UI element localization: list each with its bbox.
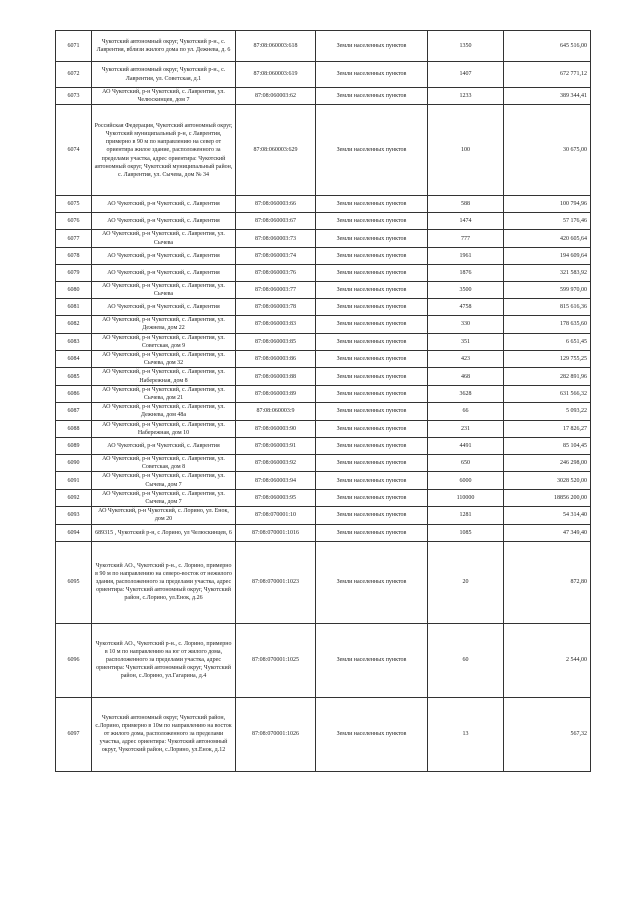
cadastral-value-cell: 18856 200,00 [504,489,591,506]
cadastral-number-cell: 87:08:060003:629 [236,105,316,196]
land-category-cell: Земли населенных пунктов [316,299,428,316]
address-cell: Чукотский автономный округ, Чукотский р-н., с. Лаврентия, ул. Советская, д.1 [92,62,236,88]
table-body [56,31,591,772]
table-row [56,264,591,281]
cadastral-number-cell: 87:08:060003:92 [236,455,316,472]
address-cell: АО Чукотский, р-н Чукотский, с. Лаврентия, ул. Набережная, дом 10 [92,420,236,437]
row-number-cell: 6084 [56,351,92,368]
cadastral-number-cell: 87:08:060003:76 [236,264,316,281]
land-category-cell: Земли населенных пунктов [316,489,428,506]
row-number-cell: 6097 [56,697,92,771]
area-cell: 4491 [428,438,504,455]
address-cell: Чукотский автономный округ, Чукотский район, с.Лорино, примерно в 10м по направлению на восток от жилого дома, расположенного за пределами участка, адрес ориентира: Чукотский автономный округ, Чукотский район, с.Лорино, ул.Енок, д.12 [92,697,236,771]
area-cell: 4758 [428,299,504,316]
land-category-cell: Земли населенных пунктов [316,438,428,455]
cadastral-number-cell: 87:08:070001:1025 [236,623,316,697]
cadastral-value-cell: 567,32 [504,697,591,771]
address-cell: АО Чукотский, р-н Чукотский, с. Лаврентия, ул. Сычева [92,230,236,247]
cadastral-number-cell: 87:08:070001:10 [236,507,316,524]
cadastral-value-cell: 599 970,00 [504,281,591,298]
area-cell: 100 [428,105,504,196]
cadastral-number-cell: 87:08:060003:78 [236,299,316,316]
cadastral-value-cell: 47 349,40 [504,524,591,541]
table-row [56,351,591,368]
land-category-cell: Земли населенных пунктов [316,247,428,264]
address-cell: АО Чукотский, р-н Чукотский, с. Лаврентия, ул. Сычева, дом 7 [92,472,236,489]
area-cell: 60 [428,623,504,697]
address-cell: АО Чукотский, р-н Чукотский, с. Лаврентия, ул. Сычева, дом 32 [92,351,236,368]
cadastral-value-cell: 2 544,00 [504,623,591,697]
cadastral-value-cell: 85 104,45 [504,438,591,455]
cadastral-value-cell: 54 314,40 [504,507,591,524]
table-row [56,385,591,402]
area-cell: 330 [428,316,504,333]
area-cell: 20 [428,541,504,623]
cadastral-value-cell: 246 298,00 [504,455,591,472]
table-row [56,196,591,213]
land-category-cell: Земли населенных пунктов [316,281,428,298]
cadastral-value-cell: 178 635,60 [504,316,591,333]
area-cell: 1233 [428,88,504,105]
area-cell: 1961 [428,247,504,264]
row-number-cell: 6078 [56,247,92,264]
area-cell: 1474 [428,213,504,230]
address-cell: АО Чукотский, р-н Чукотский, с. Лаврентия, ул. Набережная, дом 8 [92,368,236,385]
table-row [56,281,591,298]
area-cell: 1085 [428,524,504,541]
address-cell: АО Чукотский, р-н Чукотский, с. Лаврентия [92,213,236,230]
area-cell: 1350 [428,31,504,62]
table-row [56,299,591,316]
area-cell: 777 [428,230,504,247]
area-cell: 468 [428,368,504,385]
cadastral-value-cell: 815 616,36 [504,299,591,316]
land-category-cell: Земли населенных пунктов [316,541,428,623]
land-category-cell: Земли населенных пунктов [316,351,428,368]
row-number-cell: 6076 [56,213,92,230]
address-cell: АО Чукотский, р-н Чукотский, с. Лаврентия, ул. Челюскинцев, дом 7 [92,88,236,105]
table-row [56,230,591,247]
row-number-cell: 6094 [56,524,92,541]
table-row [56,489,591,506]
table-row [56,697,591,771]
table-row [56,455,591,472]
land-category-cell: Земли населенных пунктов [316,88,428,105]
row-number-cell: 6075 [56,196,92,213]
row-number-cell: 6089 [56,438,92,455]
row-number-cell: 6073 [56,88,92,105]
cadastral-value-cell: 129 755,25 [504,351,591,368]
land-category-cell: Земли населенных пунктов [316,385,428,402]
address-cell: АО Чукотский, р-н Чукотский, с. Лаврентия, ул. Сычева, дом 7 [92,489,236,506]
table-row [56,403,591,420]
land-category-cell: Земли населенных пунктов [316,105,428,196]
table-row [56,247,591,264]
cadastral-number-cell: 87:08:060003:67 [236,213,316,230]
cadastral-number-cell: 87:08:060003:73 [236,230,316,247]
table-row [56,333,591,350]
cadastral-value-cell: 282 891,96 [504,368,591,385]
cadastral-value-cell: 645 516,00 [504,31,591,62]
land-category-cell: Земли населенных пунктов [316,623,428,697]
table-row [56,472,591,489]
cadastral-value-cell: 57 176,46 [504,213,591,230]
area-cell: 423 [428,351,504,368]
cadastral-number-cell: 87:08:060003:619 [236,62,316,88]
cadastral-value-cell: 5 093,22 [504,403,591,420]
address-cell: 689315 , Чукотский р-н, с Лорино, ул Челюскинцев, 6 [92,524,236,541]
table-row [56,420,591,437]
row-number-cell: 6086 [56,385,92,402]
cadastral-number-cell: 87:08:070001:1016 [236,524,316,541]
address-cell: АО Чукотский, р-н Чукотский, с. Лорино, ул. Енок, дом 20 [92,507,236,524]
cadastral-value-cell: 3028 520,00 [504,472,591,489]
cadastral-value-cell: 420 605,64 [504,230,591,247]
address-cell: АО Чукотский, р-н Чукотский, с. Лаврентия [92,264,236,281]
land-category-cell: Земли населенных пунктов [316,472,428,489]
row-number-cell: 6095 [56,541,92,623]
cadastral-number-cell: 87:08:060003:74 [236,247,316,264]
cadastral-value-cell: 872,80 [504,541,591,623]
row-number-cell: 6079 [56,264,92,281]
table-row [56,62,591,88]
cadastral-value-cell: 100 794,96 [504,196,591,213]
document-page [55,30,590,772]
address-cell: АО Чукотский, р-н Чукотский, с. Лаврентия [92,247,236,264]
row-number-cell: 6092 [56,489,92,506]
address-cell: АО Чукотский, р-н Чукотский, с. Лаврентия, ул. Советская, дом 8 [92,455,236,472]
area-cell: 231 [428,420,504,437]
area-cell: 588 [428,196,504,213]
table-row [56,213,591,230]
table-row [56,524,591,541]
land-category-cell: Земли населенных пунктов [316,507,428,524]
row-number-cell: 6093 [56,507,92,524]
cadastral-number-cell: 87:08:060003:95 [236,489,316,506]
cadastral-number-cell: 87:08:060003:62 [236,88,316,105]
land-category-cell: Земли населенных пунктов [316,697,428,771]
land-category-cell: Земли населенных пунктов [316,230,428,247]
row-number-cell: 6088 [56,420,92,437]
area-cell: 1281 [428,507,504,524]
land-category-cell: Земли населенных пунктов [316,213,428,230]
row-number-cell: 6090 [56,455,92,472]
address-cell: АО Чукотский, р-н Чукотский, с. Лаврентия [92,299,236,316]
address-cell: АО Чукотский, р-н Чукотский, с. Лаврентия, ул. Дежнева, дом 48а [92,403,236,420]
row-number-cell: 6074 [56,105,92,196]
cadastral-number-cell: 87:08:060003:83 [236,316,316,333]
area-cell: 1876 [428,264,504,281]
cadastral-number-cell: 87:08:060003:85 [236,333,316,350]
table-row [56,438,591,455]
cadastral-value-cell: 30 675,00 [504,105,591,196]
cadastral-number-cell: 87:08:060003:86 [236,351,316,368]
cadastral-value-cell: 389 344,41 [504,88,591,105]
row-number-cell: 6081 [56,299,92,316]
address-cell: АО Чукотский, р-н Чукотский, с. Лаврентия [92,196,236,213]
cadastral-value-cell: 672 771,12 [504,62,591,88]
cadastral-value-cell: 631 566,32 [504,385,591,402]
cadastral-number-cell: 87:08:060003:618 [236,31,316,62]
row-number-cell: 6087 [56,403,92,420]
table-row [56,31,591,62]
cadastral-value-cell: 17 826,27 [504,420,591,437]
land-category-cell: Земли населенных пунктов [316,264,428,281]
cadastral-number-cell: 87:08:060003:94 [236,472,316,489]
land-category-cell: Земли населенных пунктов [316,31,428,62]
address-cell: АО Чукотский, р-н Чукотский, с. Лаврентия, ул. Сычева, дом 21 [92,385,236,402]
row-number-cell: 6072 [56,62,92,88]
area-cell: 13 [428,697,504,771]
cadastral-number-cell: 87:08:060003:9 [236,403,316,420]
cadastral-number-cell: 87:08:060003:91 [236,438,316,455]
area-cell: 1407 [428,62,504,88]
cadastral-value-cell: 194 609,64 [504,247,591,264]
address-cell: АО Чукотский, р-н Чукотский, с. Лаврентия, ул. Советская, дом 9 [92,333,236,350]
land-category-cell: Земли населенных пунктов [316,196,428,213]
land-category-cell: Земли населенных пунктов [316,524,428,541]
cadastral-number-cell: 87:08:070001:1026 [236,697,316,771]
row-number-cell: 6083 [56,333,92,350]
cadastral-number-cell: 87:08:060003:88 [236,368,316,385]
row-number-cell: 6085 [56,368,92,385]
land-category-cell: Земли населенных пунктов [316,420,428,437]
table-row [56,316,591,333]
table-row [56,623,591,697]
address-cell: АО Чукотский, р-н Чукотский, с. Лаврентия, ул. Сычева [92,281,236,298]
land-parcels-table [55,30,591,772]
cadastral-number-cell: 87:08:070001:1023 [236,541,316,623]
address-cell: АО Чукотский, р-н Чукотский, с. Лаврентия, ул. Дежнева, дом 22 [92,316,236,333]
table-row [56,105,591,196]
row-number-cell: 6077 [56,230,92,247]
table-row [56,88,591,105]
area-cell: 6000 [428,472,504,489]
land-category-cell: Земли населенных пунктов [316,455,428,472]
table-row [56,541,591,623]
land-category-cell: Земли населенных пунктов [316,368,428,385]
land-category-cell: Земли населенных пунктов [316,333,428,350]
address-cell: Чукотский АО., Чукотский р-н., с. Лорино, примерно в 10 м по направлению на юг от жилого дома, расположенного за пределами участка, адрес ориентира: Чукотский автономный округ, Чукотский район, с.Лорино, ул.Гагарина, д.4 [92,623,236,697]
table-row [56,368,591,385]
area-cell: 3628 [428,385,504,402]
cadastral-number-cell: 87:08:060003:90 [236,420,316,437]
area-cell: 3500 [428,281,504,298]
row-number-cell: 6096 [56,623,92,697]
cadastral-value-cell: 6 651,45 [504,333,591,350]
row-number-cell: 6080 [56,281,92,298]
cadastral-number-cell: 87:08:060003:77 [236,281,316,298]
row-number-cell: 6071 [56,31,92,62]
address-cell: Чукотский автономный округ, Чукотский р-н., с. Лаврентия, вблизи жилого дома по ул. Дежнева, д. 6 [92,31,236,62]
land-category-cell: Земли населенных пунктов [316,62,428,88]
area-cell: 66 [428,403,504,420]
address-cell: Чукотский АО., Чукотский р-н., с. Лорино, примерно в 90 м по направлению на северо-восток от нежилого здания, расположенного за пределами участка, адрес ориентира: Чукотский автономный округ, Чукотский район, с.Лорино, ул.Енок, д.26 [92,541,236,623]
cadastral-value-cell: 321 583,92 [504,264,591,281]
address-cell: Российская Федерация, Чукотский автономный округ, Чукотский муниципальный р-н, с Лаврентия, примерно в 90 м по направлению на север от ориентира жилое здание, расположенного за пределами участка, адрес ориентира: Чукотский автономный округ, Чукотский муниципальный район, с. Лаврентия, ул. Сычева, дом № 34 [92,105,236,196]
cadastral-number-cell: 87:08:060003:66 [236,196,316,213]
land-category-cell: Земли населенных пунктов [316,403,428,420]
table-row [56,507,591,524]
row-number-cell: 6091 [56,472,92,489]
area-cell: 351 [428,333,504,350]
area-cell: 650 [428,455,504,472]
land-category-cell: Земли населенных пунктов [316,316,428,333]
address-cell: АО Чукотский, р-н Чукотский, с. Лаврентия [92,438,236,455]
area-cell: 110000 [428,489,504,506]
cadastral-number-cell: 87:08:060003:89 [236,385,316,402]
row-number-cell: 6082 [56,316,92,333]
